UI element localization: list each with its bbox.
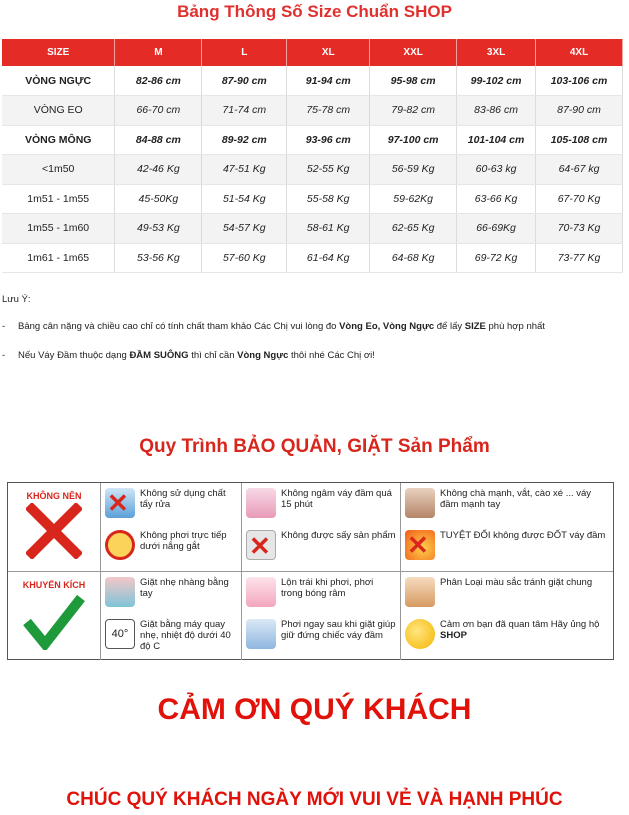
shop-word: SHOP — [440, 630, 467, 641]
table-row — [2, 66, 623, 96]
care-item — [242, 483, 400, 525]
table-cell: 59-62Kg — [370, 184, 457, 214]
no-sun-icon — [105, 530, 135, 560]
table-cell: 60-63 kg — [457, 155, 536, 185]
care-item — [242, 614, 400, 656]
thanks-banner: CẢM ƠN QUÝ KHÁCH — [157, 693, 472, 726]
note-text: để lấy — [434, 321, 465, 332]
care-item-text: Không được sấy sản phẩm — [281, 530, 396, 541]
table-cell: 87-90 cm — [536, 96, 623, 126]
bleach-bottle-icon: ✕ — [105, 488, 135, 518]
row-label: VÒNG EO — [2, 96, 115, 126]
table-cell: 89-92 cm — [202, 125, 287, 155]
care-item — [401, 614, 613, 656]
care-item — [101, 572, 241, 614]
table-row — [2, 96, 623, 126]
care-grid — [7, 482, 614, 660]
header-cell: M — [115, 39, 202, 66]
table-row — [2, 184, 623, 214]
table-cell: 75-78 cm — [287, 96, 370, 126]
do-cell — [242, 572, 401, 660]
table-cell: 62-65 Kg — [370, 214, 457, 244]
dont-cell — [101, 483, 242, 572]
note-emphasis: SIZE — [464, 321, 486, 332]
wish-banner: CHÚC QUÝ KHÁCH NGÀY MỚI VUI VẺ VÀ HẠNH PHÚC — [66, 789, 563, 810]
table-cell: 82-86 cm — [115, 66, 202, 96]
table-cell: 63-66 Kg — [457, 184, 536, 214]
note-emphasis: Vòng Ngực — [237, 350, 289, 361]
table-cell: 83-86 cm — [457, 96, 536, 126]
header-cell: XL — [287, 39, 370, 66]
table-cell: 87-90 cm — [202, 66, 287, 96]
header-cell: 4XL — [536, 39, 623, 66]
notes-section — [2, 294, 629, 379]
header-cell: 3XL — [457, 39, 536, 66]
hanging-shirt-icon — [246, 619, 276, 649]
table-cell: 95-98 cm — [370, 66, 457, 96]
care-item — [401, 525, 613, 567]
care-item — [401, 483, 613, 525]
do-cell — [401, 572, 613, 660]
bullet-dash: - — [2, 350, 6, 361]
care-item-text: Phân Loại màu sắc tránh giặt chung — [440, 577, 593, 588]
wash-40-icon: 40° — [105, 619, 135, 649]
note-emphasis: ĐẦM SUÔNG — [129, 350, 189, 361]
table-cell: 99-102 cm — [457, 66, 536, 96]
row-label: <1m50 — [2, 155, 115, 185]
care-item — [101, 614, 241, 656]
table-cell: 47-51 Kg — [202, 155, 287, 185]
soak-basin-icon — [246, 488, 276, 518]
note-text: Nếu Váy Đầm thuộc dạng — [18, 350, 130, 361]
dryer-icon: ✕ — [246, 530, 276, 560]
table-row — [2, 243, 623, 273]
header-cell: XXL — [370, 39, 457, 66]
table-cell: 91-94 cm — [287, 66, 370, 96]
care-item-text: Phơi ngay sau khi giặt giúp giữ đứng chiếc váy đầm — [281, 619, 396, 641]
table-cell: 101-104 cm — [457, 125, 536, 155]
note-text: thôi nhé Các Chị ơi! — [288, 350, 375, 361]
note-text: phù hợp nhất — [485, 321, 545, 332]
care-item-text: Giặt bằng máy quay nhẹ, nhiệt độ dưới 40 độ C — [140, 619, 231, 652]
table-cell: 49-53 Kg — [115, 214, 202, 244]
table-cell: 57-60 Kg — [202, 243, 287, 273]
table-cell: 64-68 Kg — [370, 243, 457, 273]
care-item-text: Giặt nhẹ nhàng bằng tay — [140, 577, 229, 599]
fire-icon: ✕ — [405, 530, 435, 560]
table-cell: 45-50Kg — [115, 184, 202, 214]
table-cell: 105-108 cm — [536, 125, 623, 155]
table-cell: 103-106 cm — [536, 66, 623, 96]
note-text: thì chỉ cần — [188, 350, 238, 361]
table-cell: 84-88 cm — [115, 125, 202, 155]
table-cell: 79-82 cm — [370, 96, 457, 126]
scrub-hands-icon — [405, 488, 435, 518]
row-label: 1m55 - 1m60 — [2, 214, 115, 244]
table-cell: 61-64 Kg — [287, 243, 370, 273]
notes-heading: Lưu Ý: — [2, 294, 31, 305]
dont-header-cell — [8, 483, 101, 572]
table-cell: 70-73 Kg — [536, 214, 623, 244]
size-table-header — [2, 39, 623, 66]
table-cell: 53-56 Kg — [115, 243, 202, 273]
table-cell: 55-58 Kg — [287, 184, 370, 214]
care-item-text: Không chà mạnh, vắt, cào xé ... váy đầm mạnh tay — [440, 488, 592, 510]
care-item-text: Cảm ơn bạn đã quan tâm Hãy ủng hộ — [440, 619, 600, 630]
do-header-cell — [8, 572, 101, 660]
row-label: 1m61 - 1m65 — [2, 243, 115, 273]
header-cell: L — [202, 39, 287, 66]
table-cell: 97-100 cm — [370, 125, 457, 155]
table-row — [2, 214, 623, 244]
do-cell — [101, 572, 242, 660]
table-cell: 66-69Kg — [457, 214, 536, 244]
big-check-icon — [23, 592, 85, 650]
table-cell: 42-46 Kg — [115, 155, 202, 185]
table-cell: 52-55 Kg — [287, 155, 370, 185]
care-item-text: TUYỆT ĐỐI không được ĐỐT váy đầm — [440, 530, 606, 541]
table-cell: 54-57 Kg — [202, 214, 287, 244]
dont-label: KHÔNG NÊN — [26, 491, 82, 501]
care-item — [242, 572, 400, 614]
thumbs-up-emoji-icon — [405, 619, 435, 649]
note-line — [2, 350, 629, 361]
table-cell: 64-67 kg — [536, 155, 623, 185]
note-line — [2, 321, 629, 332]
table-cell: 71-74 cm — [202, 96, 287, 126]
page-title: Bảng Thông Số Size Chuẩn SHOP — [177, 2, 452, 21]
table-cell: 58-61 Kg — [287, 214, 370, 244]
care-item — [101, 525, 241, 567]
table-cell: 56-59 Kg — [370, 155, 457, 185]
care-item — [401, 572, 613, 614]
row-label: VÒNG NGỰC — [2, 66, 115, 96]
care-item-text: Không ngâm váy đầm quá 15 phút — [281, 488, 392, 510]
table-cell: 67-70 Kg — [536, 184, 623, 214]
care-item-text: Không sử dụng chất tẩy rửa — [140, 488, 226, 510]
table-cell: 93-96 cm — [287, 125, 370, 155]
row-label: VÒNG MÔNG — [2, 125, 115, 155]
shade-dry-icon — [246, 577, 276, 607]
care-item — [242, 525, 400, 567]
note-emphasis: Vòng Eo, Vòng Ngực — [339, 321, 435, 332]
sort-laundry-icon — [405, 577, 435, 607]
dont-cell — [242, 483, 401, 572]
hand-wash-icon — [105, 577, 135, 607]
bullet-dash: - — [2, 321, 6, 332]
table-cell: 73-77 Kg — [536, 243, 623, 273]
note-text: Bảng cân nặng và chiều cao chỉ có tính chất tham khảo Các Chị vui lòng đo — [18, 321, 340, 332]
header-cell: SIZE — [2, 39, 115, 66]
care-item-text: Không phơi trực tiếp dưới nắng gắt — [140, 530, 227, 552]
row-label: 1m51 - 1m55 — [2, 184, 115, 214]
table-row — [2, 155, 623, 185]
size-table — [2, 39, 623, 273]
care-item — [101, 483, 241, 525]
dont-cell — [401, 483, 613, 572]
table-cell: 51-54 Kg — [202, 184, 287, 214]
do-label: KHUYẾN KÍCH — [22, 580, 86, 590]
care-title: Quy Trình BẢO QUẢN, GIẶT Sản Phẩm — [139, 436, 490, 457]
table-cell: 69-72 Kg — [457, 243, 536, 273]
big-x-icon — [26, 503, 82, 559]
table-row — [2, 125, 623, 155]
care-item-text: Lộn trái khi phơi, phơi trong bóng râm — [281, 577, 374, 599]
table-cell: 66-70 cm — [115, 96, 202, 126]
